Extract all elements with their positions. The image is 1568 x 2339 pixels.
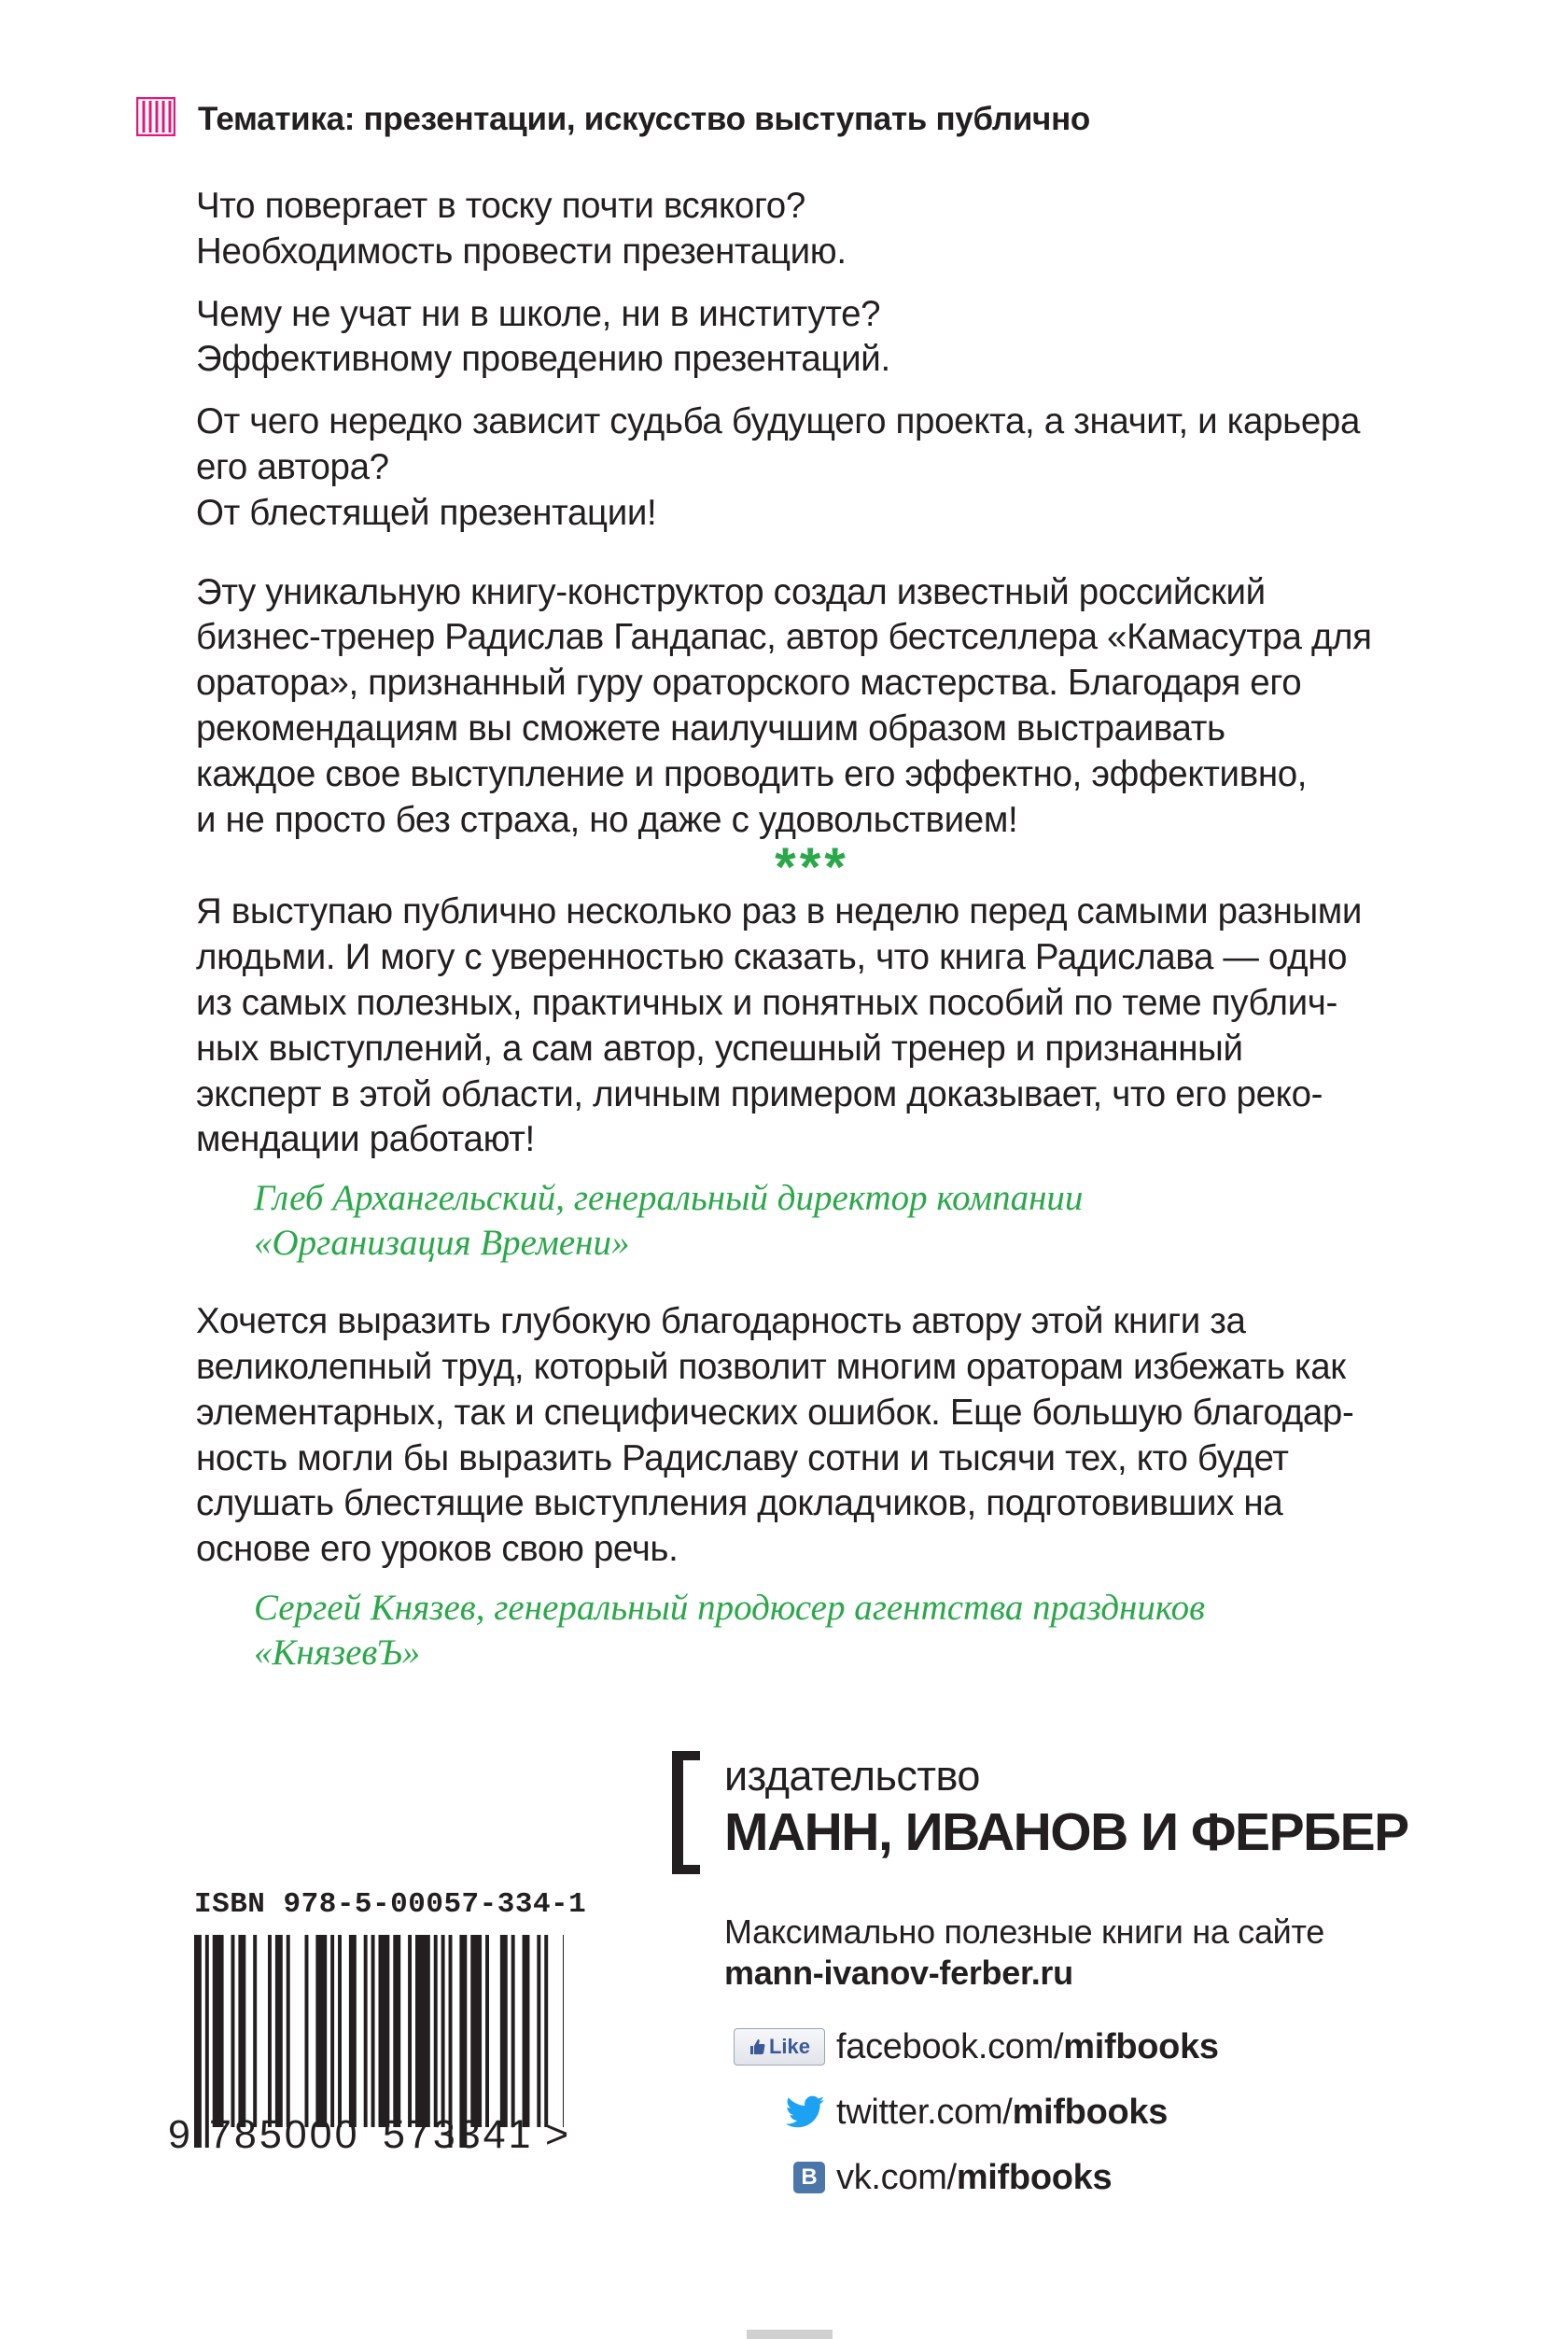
text-line: великолепный труд, который позволит многим ораторам избежать как — [196, 1346, 1346, 1387]
isbn-barcode — [194, 1888, 605, 2150]
like-badge-text: Like — [768, 2035, 811, 2058]
text-line: Я выступаю публично несколько раз в неделю перед самыми разными — [196, 891, 1363, 932]
barcode-bar — [470, 1935, 482, 2127]
text-line: его автора? — [196, 446, 389, 487]
text-line: слушать блестящие выступления докладчиков, подготовивших на — [196, 1483, 1283, 1524]
review-1 — [196, 889, 1428, 1163]
topic-line: Тематика: презентации, искусство выступать публично — [198, 101, 1090, 137]
text-line: Хочется выразить глубокую благодарность автору этой книги за — [196, 1301, 1246, 1342]
book-description — [196, 570, 1428, 844]
barcode-digit-lead: 9 — [168, 2112, 190, 2157]
author-line: Сергей Князев, генеральный продюсер агентства праздников — [254, 1587, 1206, 1628]
section-separator: *** — [775, 837, 849, 899]
barcode-bar — [393, 1935, 400, 2127]
text-line: каждое свое выступление и проводить его эффектно, эффективно, — [196, 753, 1308, 794]
text-line: ных выступлений, а сам автор, успешный тренер и признанный — [196, 1028, 1243, 1069]
vk-prefix: vk.com/ — [836, 2158, 957, 2197]
barcode-bar — [408, 1935, 412, 2127]
text-line: эксперт в этой области, личным примером доказывает, что его реко- — [196, 1073, 1323, 1114]
author-line: Глеб Архангельский, генеральный директор компании — [254, 1178, 1084, 1219]
barcode-bar — [434, 1935, 438, 2127]
text-line: из самых полезных, практичных и понятных пособий по теме публич- — [196, 982, 1337, 1023]
barcode-bar — [511, 1935, 515, 2127]
barcode-bar — [441, 1935, 445, 2127]
isbn-label: ISBN 978-5-00057-334-1 — [194, 1888, 587, 1921]
publisher-tagline: Максимально полезные книги на сайте — [724, 1912, 1324, 1951]
review-2 — [196, 1299, 1428, 1573]
text-line: мендации работают! — [196, 1119, 535, 1160]
facebook-handle: mifbooks — [1063, 2027, 1219, 2066]
text-line: Необходимость провести презентацию. — [196, 231, 847, 272]
barcode-bar — [485, 1935, 489, 2127]
facebook-link[interactable] — [724, 2024, 1219, 2070]
text-line: людьми. И могу с уверенностью сказать, что книга Радислава — одно — [196, 937, 1348, 978]
barcode-bar — [268, 1935, 272, 2127]
vk-icon: В — [793, 2162, 825, 2193]
barcode-bar — [544, 1935, 548, 2127]
text-line: От блестящей презентации! — [196, 492, 657, 533]
publisher-site-link[interactable]: mann-ivanov-ferber.ru — [724, 1954, 1073, 1992]
facebook-prefix: facebook.com/ — [836, 2027, 1064, 2066]
text-line: Эту уникальную книгу-конструктор создал известный российский — [196, 571, 1266, 612]
bottom-edge-mark — [747, 2330, 833, 2339]
barcode-bar — [194, 1935, 202, 2148]
twitter-prefix: twitter.com/ — [836, 2093, 1013, 2132]
barcode-bar — [253, 1935, 257, 2127]
question-answer-2 — [196, 292, 1428, 384]
twitter-bird-icon — [786, 2095, 825, 2129]
barcode-bar — [371, 1935, 375, 2127]
twitter-link[interactable] — [724, 2089, 1168, 2136]
barcode-bar — [523, 1935, 530, 2127]
text-line: рекомендациям вы сможете наилучшим образом выстраивать — [196, 707, 1225, 749]
barcode-bar — [213, 1935, 224, 2127]
barcode-digits-left: 785000 — [209, 2112, 360, 2157]
barcode-bar — [315, 1935, 327, 2127]
barcode-bar — [563, 1935, 564, 2127]
question-answer-1 — [196, 184, 1428, 275]
publisher-label: издательство — [724, 1752, 980, 1800]
text-line: и не просто без страха, но даже с удовольствием! — [196, 799, 1018, 840]
barcode-bar — [338, 1935, 342, 2127]
author-line: «КнязевЪ» — [254, 1632, 421, 1673]
text-line: бизнес-тренер Радислав Гандапас, автор бестселлера «Камасутра для — [196, 617, 1372, 658]
vk-handle: mifbooks — [956, 2158, 1113, 2197]
barcode-digits-right: 573341 — [383, 2112, 534, 2157]
barcode-bar — [364, 1935, 368, 2127]
back-cover-text — [196, 184, 1428, 1709]
review-2-author — [254, 1586, 1428, 1675]
barcode-bar — [537, 1935, 540, 2127]
barcode-bar — [287, 1935, 290, 2127]
text-line: Чему не учат ни в школе, ни в институте? — [196, 293, 881, 334]
vk-link[interactable] — [724, 2154, 1112, 2201]
text-line: От чего нередко зависит судьба будущего проекта, а значит, и карьера — [196, 401, 1361, 442]
barcode-bar — [349, 1935, 357, 2127]
text-line: элементарных, так и специфических ошибок. Еще большую благодар- — [196, 1392, 1354, 1433]
review-1-author — [254, 1176, 1428, 1266]
question-answer-3 — [196, 399, 1428, 536]
text-line: оратора», признанный гуру ораторского мастерства. Благодаря его — [196, 663, 1302, 704]
publisher-block — [659, 1747, 1499, 2233]
text-line: основе его уроков свою речь. — [196, 1529, 679, 1570]
text-line: Эффективному проведению презентаций. — [196, 339, 890, 380]
text-line: Что повергает в тоску почти всякого? — [196, 186, 805, 226]
barcode-bar — [330, 1935, 334, 2127]
barcode-bar — [231, 1935, 235, 2127]
barcode-bar — [305, 1935, 309, 2127]
author-line: «Организация Времени» — [254, 1223, 630, 1264]
barcode-bar — [379, 1935, 390, 2127]
barcode-bar — [275, 1935, 283, 2127]
barcode-bar — [415, 1935, 430, 2127]
book-stack-icon — [136, 97, 175, 136]
barcode-end-marker: > — [545, 2112, 569, 2157]
bracket-icon — [659, 1747, 724, 1878]
twitter-handle: mifbooks — [1012, 2093, 1169, 2132]
text-line: ность могли бы выразить Радиславу сотни и тысячи тех, кто будет — [196, 1437, 1289, 1478]
facebook-like-icon — [734, 2028, 825, 2066]
barcode-bar — [500, 1935, 508, 2127]
publisher-name: МАНН, ИВАНОВ И ФЕРБЕР — [724, 1802, 1408, 1862]
barcode-bar — [238, 1935, 245, 2127]
